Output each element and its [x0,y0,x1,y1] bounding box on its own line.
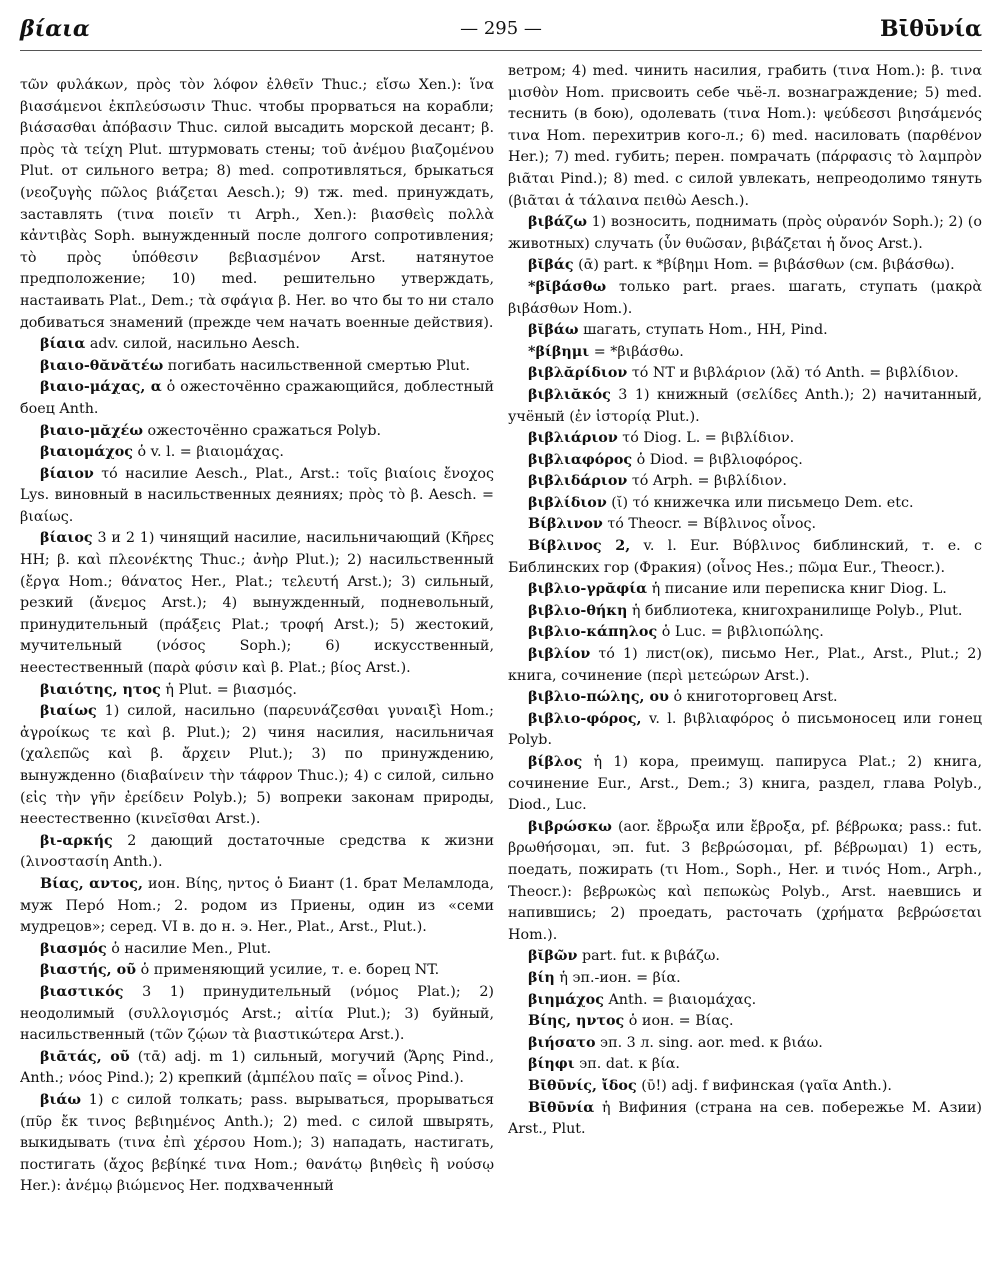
entry-definition: v. l. βιβλιαφόρος ὁ письмоносец или гонец Polyb. [508,710,982,749]
entry-headword: βίηφι [528,1056,575,1073]
dictionary-entry [20,334,494,356]
entry-headword: βίβλος [528,754,583,770]
entry-headword: βιβλιο-θήκη [528,602,628,619]
entry-definition: τό 1) лист(ок), письмо Her., Plat., Arst., Plut.; 2) книга, сочинение (περὶ μετεώρων Arst.). [508,646,982,684]
entry-headword: βίαια [40,336,86,353]
entry-definition: 1) силой, насильно (παρευνάζεσθαι γυναιξὶ Hom.; ἀγροίκως τε καὶ β. Plut.); 2) чиня насилия, насильничая (χαλεπῶς καὶ β. ἄρχειν Plut.); 3) по принуждению, вынужденно (διαβαίνειν τὴν τάφρον Thuc.); 4) с силой, сильно (εἰς τὴν γῆν ἐρείδειν Polyb.); 5) вопреки законам природы, неестественно (κινεῖσθαι Arst.). [20,703,494,828]
dictionary-entry [20,356,494,378]
dictionary-entry [508,342,982,364]
entry-definition: ἡ Plut. = βιασμός. [160,681,297,698]
dictionary-entry [20,939,494,961]
entry-definition: (ῡ!) adj. f вифинская (γαῖα Anth.). [636,1077,892,1094]
dictionary-entry [20,680,494,702]
entry-headword: βιαιομάχος [40,444,133,461]
entry-headword: βιβάζω [528,214,587,231]
entry-headword: βιάω [40,1091,82,1108]
dictionary-entry [508,752,982,817]
dictionary-entry [508,450,982,472]
entry-definition: ἡ Вифиния (страна на сев. побережье М. Азии) Arst., Plut. [508,1099,982,1138]
entry-definition: τό NT и βιβλάριον (λᾰ) τό Anth. = βιβλίδιον. [627,365,959,382]
entry-definition: adv. силой, насильно Aesch. [85,336,300,353]
entry-headword: Βῑθῡνίς, ἴδος [528,1077,637,1094]
dictionary-entry [508,320,982,342]
entry-headword: Βίης, ηντος [528,1013,625,1030]
entry-headword: βιαιο-μᾰχέω [40,422,143,439]
page-header [20,10,982,51]
dictionary-entry [20,377,494,420]
entry-definition: погибать насильственной смертью Plut. [163,357,470,374]
entry-headword: βῐβάς [528,257,574,274]
dictionary-entry [508,212,982,255]
dictionary-entry [20,874,494,939]
entry-definition: шагать, ступать Hom., HH, Pind. [578,322,828,339]
entry-headword: βιήσατο [528,1034,596,1051]
dictionary-entry [508,1011,982,1033]
page-number: — 295 — [460,18,542,39]
entry-definition: (aor. ἔβρωξα или ἔβροξα, pf. βέβρωκα; pass.: fut. βρωθήσομαι, эп. fut. 3 βεβρώσομαι, pf. βέβρωμαι) 1) есть, поедать, пожирать (τι Hom., Soph., Her. и τινός Hom., Arph., Theocr.): βεβρωκὼς καὶ πεπωκὼς Polyb., Arst. наевшись и напившись; 2) проедать, расточать (χρήματα βεβρώσεται Hom.). [508,818,982,943]
entry-definition: ветром; 4) med. чинить насилия, грабить (τινα Hom.): β. τινα μισθὸν Hom. присвоить себе чьё-л. вознаграждение; 5) med. теснить (в бою), одолевать (τινα Hom.): ψεύδεσσι βιησάμενός τινα Hom. перехитрив кого-л.; 6) med. насиловать (παρθένον Her.); 7) med. губить; перен. помрачать (πάρφασις τὸ λαμπρὸν βιᾶται Pind.); 8) med. с силой увлекать, непреодолимо тянуть (βιᾶται ἁ τάλαινα πειθὼ Aesch.). [508,63,982,209]
dictionary-entry [20,1047,494,1090]
entry-definition: 3 1) принудительный (νόμος Plat.); 2) неодолимый (συλλογισμός Arst.; αἰτία Plut.); 3) буйный, насильственный (τῶν ζῴων τὰ βιαστικώτερα Arst.). [20,983,494,1044]
dictionary-entry [20,960,494,982]
entry-headword: βῐβάω [528,322,579,339]
entry-headword: βιβλίον [528,646,591,663]
dictionary-entry [508,428,982,450]
entry-headword: βιασμός [40,940,107,957]
entry-headword: βιαιο-θᾰνᾰτέω [40,357,164,374]
dictionary-entry [508,536,982,579]
dictionary-entry [508,514,982,536]
entry-headword: βιᾱτάς, οῦ [40,1048,130,1065]
entry-definition: ὁ ожесточённо сражающийся, доблестный боец Anth. [20,379,494,417]
entry-headword: βιβλᾰρίδιον [528,365,628,382]
entry-definition: ὁ v. l. = βιαιομάχας. [132,444,284,461]
dictionary-entry [20,75,494,334]
entry-definition: ὁ насилие Men., Plut. [106,940,272,957]
entry-definition: τῶν φυλάκων, πρὸς τὸν λόφον ἐλθεῖν Thuc.; εἴσω Xen.): ἵνα βιασάμενοι ἐκπλεύσωσιν Thuc. чтобы прорваться на корабли; βιάσασθαι ἀπόβασιν Thuc. силой высадить морской десант; β. πρὸς τὰ τείχη Plut. штурмовать стены; τοῦ ἀνέμου βιαζομένου Plut. от сильного ветра; 8) med. сопротивляться, брыкаться (νεοζυγὴς πῶλος βιάζεται Aesch.); 9) тж. med. принуждать, заставлять (τινα ποιεῖν τι Arph., Xen.): βιασθεὶς πολλὰ κἀντιβὰς Soph. вынужденный после долгого сопротивления; τὸ πρὸς ὑπόθεσιν βεβιασμένον Arst. натянутое предположение; 10) med. решительно утверждать, настаивать Plat., Dem.; τὰ σφάγια β. Her. во что бы то ни стало добиваться знамений (прежде чем начать военные действия). [20,77,494,331]
dictionary-entry [508,277,982,320]
entry-headword: βιβλιδάριον [528,473,628,490]
entry-headword: βιαστικός [40,983,124,1000]
entry-definition: только part. praes. шагать, ступать (μακρὰ βιβάσθων Hom.). [508,278,982,317]
entry-headword: Βίβλινος 2, [528,538,631,555]
header-first-word: βίαια [20,16,90,42]
entry-definition: эп. dat. к βία. [574,1056,680,1073]
dictionary-entry [508,493,982,515]
dictionary-entry [508,363,982,385]
entry-headword: βιημάχος [528,991,604,1008]
text-columns [20,63,982,1198]
entry-headword: βιαιότης, ητος [40,681,161,698]
dictionary-entry [508,709,982,752]
dictionary-entry [20,464,494,529]
entry-definition: ὁ применяющий усилие, т. е. борец NT. [136,962,440,979]
dictionary-entry [508,579,982,601]
entry-definition: = *βιβάσθω. [589,343,684,360]
dictionary-entry [508,1098,982,1141]
entry-definition: 1) с силой толкать; pass. вырываться, прорываться (πῦρ ἔκ τινος βεβιημένος Anth.); 2) med. с силой швырять, выкидывать (τινα ἐπὶ χέρσου Hom.); 3) нападать, настигать, постигать (ἄχος βεβίηκέ τινα Hom.; θανάτῳ βιηθεὶς ἢ νούσῳ Her.): ἀνέμῳ βιώμενος Her. подхваченный [20,1091,494,1195]
dictionary-entry [508,1076,982,1098]
entry-headword: βιβλιο-γρᾰφία [528,581,648,598]
right-column [508,61,982,1198]
entry-definition: ὁ Diod. = βιβλιοφόρος. [632,451,803,468]
header-last-word: Βῑθῡνία [879,16,982,42]
entry-headword: *βίβημι [528,343,590,360]
entry-definition: part. fut. к βιβάζω. [577,948,720,965]
dictionary-entry [20,528,494,679]
dictionary-entry [508,471,982,493]
entry-definition: ион. Βίης, ηντος ὁ Биант (1. брат Меламлода, муж Перó Hom.; 2. родом из Приены, один из «семи мудрецов»; серед. VI в. до н. э. Her., Plat., Arst., Plut.). [20,875,494,936]
left-column [20,75,494,1198]
entry-definition: (ῐ) τό книжечка или письмецо Dem. etc. [606,494,914,511]
dictionary-entry [20,442,494,464]
entry-headword: βίαιος [40,530,93,547]
entry-headword: βιβλιᾰκός [528,386,611,403]
entry-headword: βιβλίδιον [528,494,607,511]
entry-headword: βιβλιάριον [528,430,618,447]
entry-definition: 3 и 2 1) чинящий насилие, насильничающий (Κῆρες HH; β. καὶ πλεονέκτης Thuc.; ἀνὴρ Plut.); 2) насильственный (ἔργα Hom.; θάνατος Her., Plat.; τελευτή Arst.); 3) сильный, резкий (ἄνεμος Arst.); 4) вынужденный, подневольный, принудительный (πράξεις Plat.; τροφή Arst.); 5) жестокий, мучительный (νόσος Soph.); 6) искусственный, неестественный (παρὰ φύσιν καὶ β. Plat.; βίος Arst.). [20,530,494,677]
entry-headword: βι-αρκής [40,832,113,849]
entry-headword: Βίβλινον [528,516,603,533]
dictionary-entry [508,968,982,990]
entry-definition: τό Theocr. = Βίβλινος οἶνος. [602,516,817,533]
entry-definition: ὁ ион. = Βίας. [624,1013,734,1030]
dictionary-entry [508,946,982,968]
entry-headword: βιβρώσκω [528,818,612,835]
entry-definition: ὁ Luc. = βιβλιοπώλης. [657,624,824,641]
entry-definition: (τᾱ) adj. m 1) сильный, могучий (Ἄρης Pind., Anth.; νόος Pind.); 2) крепкий (ἀμπέλου παῖς = οἶνος Pind.). [20,1048,494,1087]
entry-headword: βιβλιο-κάπηλος [528,624,658,641]
dictionary-entry [508,817,982,947]
entry-definition: ἡ писание или переписка книг Diog. L. [647,581,947,598]
dictionary-entry [508,385,982,428]
entry-definition: τό Arph. = βιβλίδιον. [627,473,787,490]
entry-definition: τό насилие Aesch., Plat., Arst.: τοῖς βιαίοις ἔνοχος Lys. виновный в насильственных деяниях; πρὸς τὸ β. Aesch. = βιαίως. [20,465,494,525]
entry-definition: τό Diog. L. = βιβλίδιον. [617,430,795,447]
entry-headword: βιβλιο-φόρος, [528,710,642,727]
entry-headword: βιαίως [40,703,97,720]
entry-headword: Βῑθῡνία [528,1099,595,1116]
dictionary-entry [508,61,982,212]
entry-definition: 1) возносить, поднимать (πρὸς οὐρανόν Soph.); 2) (о животных) случать (ὗν θυῶσαν, βιβάζεται ἡ ὄνος Arst.). [508,214,982,252]
entry-definition: ἡ 1) кора, преимущ. папируса Plat.; 2) книга, сочинение Eur., Arst., Dem.; 3) книга, раздел, глава Polyb., Diod., Luc. [508,754,982,814]
dictionary-entry [20,982,494,1047]
dictionary-entry [20,701,494,831]
entry-definition: 2 дающий достаточные средства к жизни (λινοστασίη Anth.). [20,832,494,871]
entry-headword: βιαστής, οῦ [40,962,137,979]
entry-headword: βιβλιο-πώλης, ου [528,689,669,706]
dictionary-entry [508,601,982,623]
dictionary-entry [508,622,982,644]
entry-headword: βῐβῶν [528,948,578,965]
entry-definition: (ᾱ) part. к *βίβημι Hom. = βιβάσθων (см. βιβάσθω). [573,257,955,274]
dictionary-entry [20,421,494,443]
entry-headword: βίαιον [40,465,94,482]
entry-headword: βιβλιαφόρος [528,451,633,468]
entry-headword: Βίας, αντος, [40,875,143,892]
dictionary-entry [508,1033,982,1055]
entry-headword: βιαιο-μάχας, α [40,379,162,396]
dictionary-entry [508,1054,982,1076]
dictionary-entry [508,687,982,709]
entry-definition: ἡ эп.-ион. = βία. [554,969,681,986]
entry-definition: ὁ книготорговец Arst. [668,689,838,706]
entry-definition: Anth. = βιαιομάχας. [603,991,757,1008]
entry-definition: эп. 3 л. sing. aor. med. к βιάω. [595,1034,823,1051]
entry-definition: 3 1) книжный (σελίδες Anth.); 2) начитанный, учёный (ἐν ἱστορίᾳ Plut.). [508,386,982,425]
entry-headword: βίη [528,969,555,986]
dictionary-entry [508,990,982,1012]
entry-headword: *βῐβάσθω [528,278,607,295]
dictionary-entry [20,831,494,874]
entry-definition: ожесточённо сражаться Polyb. [142,422,382,439]
dictionary-entry [20,1090,494,1198]
entry-definition: ἡ библиотека, книгохранилище Polyb., Plut. [627,602,963,619]
dictionary-entry [508,255,982,277]
dictionary-entry [508,644,982,687]
entry-definition: v. l. Eur. Βύβλινος библинский, т. е. с Библинских гор (Фракия) (οἶνος Hes.; πῶμα Eur., Theocr.). [508,538,982,576]
